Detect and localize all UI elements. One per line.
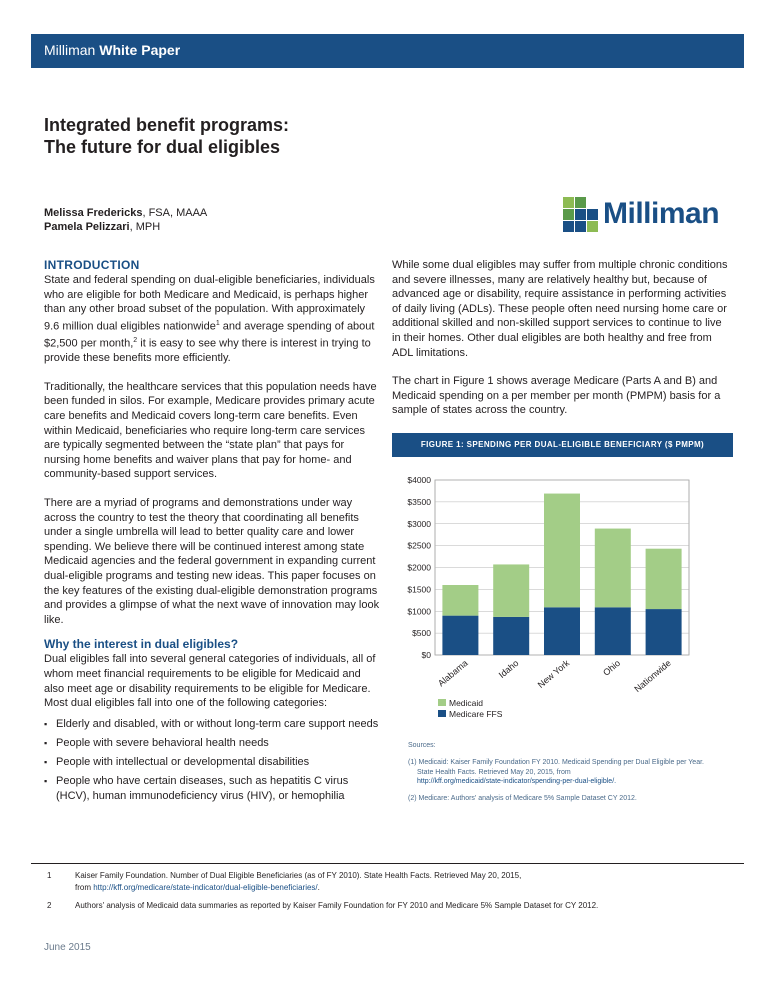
x-tick-label: New York [535, 657, 572, 690]
right-paragraph-2: The chart in Figure 1 shows average Medicare (Parts A and B) and Medicaid spending on a per member per month (PMPM) basis for a sample of states across the country. [392, 375, 721, 417]
sources [408, 741, 738, 804]
y-tick-label: $4000 [407, 475, 431, 485]
footnote-1: 1 Kaiser Family Foundation. Number of Dual Eligible Beneficiaries (as of FY 2010). State Health Facts. Retrieved May 20, 2015, from http://kff.org/medicare/state-indicator/dual-eligible-beneficiaries/. [47, 871, 522, 892]
footnote-divider [31, 863, 744, 864]
legend-swatch [438, 699, 446, 706]
left-column [44, 258, 380, 808]
bar-medicare-new-york [544, 607, 580, 655]
bar-medicaid-new-york [544, 494, 580, 608]
y-tick-label: $1000 [407, 606, 431, 617]
footnote-2: 2 Authors' analysis of Medicaid data summaries as reported by Kaiser Family Foundation for FY 2010 and Medicare 5% Sample Dataset for CY 2012. [47, 901, 599, 910]
legend-swatch [438, 710, 446, 717]
categories-list [44, 717, 380, 803]
source-1-link[interactable]: http://kff.org/medicaid/state-indicator/spending-per-dual-eligible/. [417, 778, 617, 786]
source-2: (2) Medicare: Authors' analysis of Medicare 5% Sample Dataset CY 2012. [408, 795, 637, 803]
source-1: (1) Medicaid: Kaiser Family Foundation FY 2010. Medicaid Spending per Dual Eligible per Year. State Health Facts. Retrieved May 20, 2015, from http://kff.org/medicaid/state-indicator/spending-per-dual-eligible/. [408, 758, 738, 787]
intro-paragraph-3: There are a myriad of programs and demonstrations under way across the country to test the theory that coordinating all benefits under a single umbrella will lead to better quality care and lower spending. We believe there will be continued interest among state Medicaid agencies and the federal government in expanding current dual-eligible programs and testing new ideas. This paper focuses on the key features of the existing dual-eligible demonstration programs and provides a glimpse of what the next wave of innovation may look like. [44, 497, 380, 626]
title-line-2: The future for dual eligibles [44, 137, 281, 157]
legend-label: Medicaid [449, 698, 484, 708]
legend-label: Medicare FFS [449, 709, 503, 719]
bar-medicare-alabama [442, 616, 478, 655]
page-title [44, 114, 289, 158]
sources-heading: Sources: [408, 742, 436, 749]
list-item: ▪ People with intellectual or developmental disabilities [44, 755, 380, 770]
y-tick-label: $1500 [407, 584, 431, 595]
header-banner [31, 34, 744, 68]
milliman-logo [563, 195, 733, 235]
bar-medicare-ohio [595, 607, 631, 655]
intro-paragraph-2: Traditionally, the healthcare services that this population needs have been funded in silos. For example, Medicare provides primary acute care benefits and Medicaid covers long-term care benefits. Even within Medicaid, beneficiaries who require long-term care services are typically segmented between the “state plan” that pays for nursing home benefits and waiver plans that pay for home- and community-based support services. [44, 380, 377, 481]
x-tick-label: Ohio [601, 657, 623, 678]
x-tick-label: Nationwide [632, 657, 673, 695]
y-tick-label: $2000 [407, 562, 431, 573]
introduction-heading: INTRODUCTION [44, 258, 140, 272]
bar-medicaid-nationwide [646, 549, 682, 609]
title-line-1: Integrated benefit programs: [44, 115, 290, 135]
bar-medicaid-ohio [595, 529, 631, 608]
list-item: ▪ People who have certain diseases, such as hepatitis C virus (HCV), human immunodeficiency virus (HIV), or hemophilia [44, 774, 380, 803]
milliman-logo-text: Milliman [603, 197, 720, 230]
bar-medicare-idaho [493, 617, 529, 655]
why-interest-paragraph: Dual eligibles fall into several general categories of individuals, all of whom meet financial requirements to be eligible for Medicaid and also meet age or disability requirements to be eligible for Medicare. Most dual eligibles fall into one of the following categories: [44, 653, 376, 710]
x-tick-label: Alabama [436, 657, 470, 689]
bar-medicaid-alabama [442, 585, 478, 616]
bar-medicare-nationwide [646, 609, 682, 655]
header-brand: Milliman [44, 42, 96, 58]
author-2: Pamela Pelizzari, MPH [44, 221, 161, 233]
bar-medicaid-idaho [493, 564, 529, 617]
spending-chart [392, 462, 733, 737]
y-tick-label: $500 [412, 628, 431, 639]
header-series: White Paper [99, 42, 181, 58]
y-tick-label: $2500 [407, 540, 431, 551]
footnotes [47, 870, 737, 918]
list-item: ▪ Elderly and disabled, with or without long-term care support needs [44, 717, 380, 732]
intro-paragraph-1: State and federal spending on dual-eligible beneficiaries, individuals who are eligible for both Medicare and Medicaid, is perhaps higher than any other broad subset of the population. With approximately 9.6 million dual eligibles nationwide$^1$ and average spending of about $2,500 per month,$^2$ it is easy to see why there is interest in trying to provide these benefits more efficiently. [44, 274, 375, 365]
author-1: Melissa Fredericks, FSA, MAAA [44, 207, 208, 219]
figure-title: FIGURE 1: SPENDING PER DUAL-ELIGIBLE BENEFICIARY ($ PMPM) [392, 433, 733, 457]
right-paragraph-1: While some dual eligibles may suffer from multiple chronic conditions and severe illnesses, many are relatively healthy but, because of advanced age or disability, require assistance in performing activities of daily living (ADLs). These people often need nursing home care or additional skilled and non-skilled support services to continue to live in their homes. Other dual eligibles are both healthy and free from ADL limitations. [392, 259, 728, 359]
y-tick-label: $3000 [407, 518, 431, 529]
header-title [44, 42, 180, 58]
y-tick-label: $3500 [407, 496, 431, 507]
authors [44, 206, 207, 234]
list-item: ▪ People with severe behavioral health needs [44, 736, 380, 751]
footnote-1-link[interactable]: http://kff.org/medicare/state-indicator/dual-eligible-beneficiaries/ [93, 883, 318, 892]
publication-date: June 2015 [44, 942, 91, 953]
x-tick-label: Idaho [496, 657, 521, 681]
right-column [392, 258, 732, 432]
y-tick-label: $0 [421, 650, 431, 660]
why-interest-heading: Why the interest in dual eligibles? [44, 637, 239, 652]
milliman-logo-icon [563, 197, 599, 233]
